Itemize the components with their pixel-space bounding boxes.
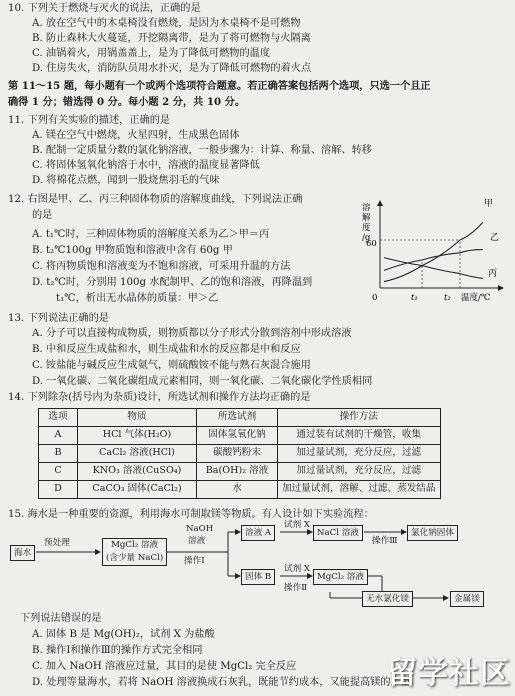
table-cell: 加过量试剂，溶解、过滤、蒸发结晶	[278, 481, 441, 499]
flow-mgcl2-solution-box: MgCl₂ 溶液	[313, 569, 368, 585]
table-cell: 碳酸钙粉末	[197, 445, 278, 463]
flow-pretreat-label: 预处理	[44, 538, 70, 548]
flow-metal-mg-box: 金属镁	[450, 591, 484, 607]
table-row	[39, 481, 441, 499]
q14-stem: 14. 下列除杂(括号内为杂质)设计，所选试剂和操作方法均正确的是	[8, 392, 311, 403]
x-tick-t1: t₁	[411, 293, 418, 303]
flow-mgcl2-box	[102, 538, 167, 566]
table-cell: C	[39, 463, 78, 481]
table-cell: Ba(OH)₂ 溶液	[197, 463, 278, 481]
watermark-logo: 留学社区	[387, 655, 511, 691]
q15-option-b: B. 操作Ⅰ和操作Ⅲ的操作方式完全相同	[32, 645, 203, 656]
series-label-jia: 甲	[484, 199, 494, 209]
table-cell: A	[39, 427, 78, 445]
q12-option-b: B. t₂℃100g 甲物质饱和溶液中含有 60g 甲	[32, 245, 233, 256]
series-line-1	[384, 222, 483, 281]
table-cell: KNO₃ 溶液(CuSO₄)	[78, 463, 197, 481]
table-cell: CaCO₃ 固体(CaCl₂)	[78, 481, 197, 499]
x-axis-label: 温度/℃	[461, 293, 491, 303]
q12-option-d: D. t₂℃时，分别用 100g 水配制甲、乙的饱和溶液，再降温到	[32, 277, 313, 288]
origin-label: 0	[372, 293, 378, 303]
series-label-bing: 丙	[488, 269, 498, 279]
q10-option-a: A. 放在空气中的木桌椅没有燃烧，是因为木桌椅不是可燃物	[32, 18, 301, 29]
q13-option-d: D. 一氧化碳、二氧化碳组成元素相同，则一氧化碳、二氧化碳化学性质相同	[32, 376, 373, 387]
q11-stem: 11. 下列有关实验的描述，正确的是	[8, 115, 171, 126]
q13-stem: 13. 下列说法正确的是	[8, 313, 109, 324]
q11-option-c: C. 将固体氢氧化钠溶于水中，溶液的温度显著降低	[32, 160, 260, 171]
flow-solid-b-box: 固体 B	[241, 569, 275, 585]
q12-option-a: A. t₁℃时，三种固体物质的溶解度关系为乙＞甲＝丙	[32, 229, 270, 240]
series-label-yi: 乙	[490, 233, 500, 243]
q12-option-c: C. 将丙物质饱和溶液变为不饱和溶液，可采用升温的方法	[32, 261, 291, 272]
table-cell: 加过量试剂，充分反应，过滤	[278, 445, 441, 463]
table-cell: 通过装有试剂的干燥管，收集	[278, 427, 441, 445]
header-method: 操作方法	[278, 409, 441, 427]
q10-option-c: C. 油锅着火，用锅盖盖上，是为了降低可燃物的温度	[32, 48, 271, 59]
chart-series	[384, 222, 483, 281]
q10-option-d: D. 住房失火，消防队员用水扑灭，是为了降低可燃物的着火点	[32, 63, 312, 74]
table-row	[39, 427, 441, 445]
table-cell: 加过量试剂，充分反应，过滤	[278, 463, 441, 481]
table-row	[39, 445, 441, 463]
solubility-chart	[358, 196, 508, 308]
table-cell: HCl 气体(H₂O)	[78, 427, 197, 445]
y-axis-label-2: 解	[362, 213, 371, 223]
table-header-row	[39, 409, 441, 427]
x-tick-t2: t₂	[444, 293, 451, 303]
table-row	[39, 463, 441, 481]
flow-op1-label: 操作Ⅰ	[184, 556, 205, 566]
q15-option-c: C. 加入 NaOH 溶液应过量，其目的是使 MgCl₂ 完全反应	[32, 661, 297, 672]
flow-anhydrous-mgcl2-box: 无水氯化镁	[362, 591, 413, 607]
flow-op3-label: 操作Ⅲ	[372, 536, 398, 546]
q15-question: 下列说法错误的是	[20, 613, 102, 624]
section-instruction-2: 确得 1 分；错选得 0 分。每小题 2 分，共 10 分。	[8, 96, 246, 108]
flow-reagent-x-label-2: 试剂 X	[284, 564, 311, 574]
flow-mgcl2-line1: MgCl₂ 溶液	[111, 540, 159, 550]
table-cell: 水	[197, 481, 278, 499]
y-axis-label-3: 度	[362, 223, 371, 233]
flow-seawater-box: 海水	[10, 545, 35, 561]
flow-naoh-label-2: 溶液	[188, 536, 206, 546]
chart-axes	[377, 200, 504, 291]
y-axis-label-1: 溶	[362, 203, 371, 213]
flow-nacl-solid-box: 氯化钠固体	[407, 525, 458, 541]
flow-solution-a-box: 溶液 A	[241, 525, 275, 541]
flow-op2-label: 操作Ⅱ	[284, 583, 308, 593]
q10-option-b: B. 防止森林大火蔓延，开挖隔离带，是为了将可燃物与火隔离	[32, 33, 311, 44]
series-line-3	[384, 258, 483, 279]
y-axis-label-4: /g	[362, 233, 371, 243]
header-substance: 物质	[78, 409, 197, 427]
q12-stem-2: 的是	[32, 210, 53, 221]
y-tick-60: 60	[366, 239, 377, 249]
table-cell: CaCl₂ 溶液(HCl)	[78, 445, 197, 463]
q11-option-d: D. 将棉花点燃，闻到一股烧焦羽毛的气味	[32, 175, 220, 186]
q11-option-b: B. 配制一定质量分数的氯化钠溶液，一般步骤为：计算、称量、溶解、转移	[32, 145, 372, 156]
q13-option-b: B. 中和反应生成盐和水，则生成盐和水的反应都是中和反应	[32, 344, 301, 355]
q15-option-d: D. 处理等量海水，若将 NaOH 溶液换成石灰乳，既能节约成本，又能提高镁的产量	[32, 677, 411, 688]
table-cell: 固体氢氧化钠	[197, 427, 278, 445]
flow-nacl-solution-box: NaCl 溶液	[313, 525, 363, 541]
header-option: 选项	[39, 409, 78, 427]
q13-option-a: A. 分子可以直接构成物质，则物质都以分子形式分散到溶剂中形成溶液	[32, 328, 352, 339]
q15-option-a: A. 固体 B 是 Mg(OH)₂，试剂 X 为盐酸	[32, 629, 215, 640]
table-cell: B	[39, 445, 78, 463]
q12-stem-1: 12. 右图是甲、乙、丙三种固体物质的溶解度曲线，下列说法正确	[8, 194, 303, 205]
header-reagent: 所选试剂	[197, 409, 278, 427]
q13-option-c: C. 铵盐能与碱反应生成氨气，则硫酸铵不能与熟石灰混合施用	[32, 360, 311, 371]
q14-table	[38, 408, 441, 499]
table-cell: D	[39, 481, 78, 499]
chart-guides	[380, 240, 460, 288]
flow-reagent-x-label-1: 试剂 X	[284, 520, 311, 530]
flow-naoh-label: NaOH	[186, 524, 214, 534]
flow-mgcl2-line2: (含少量 NaCl)	[106, 553, 164, 563]
q12-option-d-cont: t₁℃，析出无水晶体的质量：甲＞乙	[56, 293, 219, 304]
q10-stem: 10. 下列关于燃烧与灭火的说法，正确的是	[8, 3, 201, 14]
q11-option-a: A. 镁在空气中燃烧，火星四射，生成黑色固体	[32, 130, 240, 141]
section-instruction-1: 第 11～15 题，每小题有一个或两个选项符合题意。若正确答案包括两个选项，只选一个且正	[8, 80, 431, 92]
q15-stem: 15. 海水是一种重要的资源，利用海水可制取镁等物质。有人设计如下实验流程：	[8, 509, 374, 520]
